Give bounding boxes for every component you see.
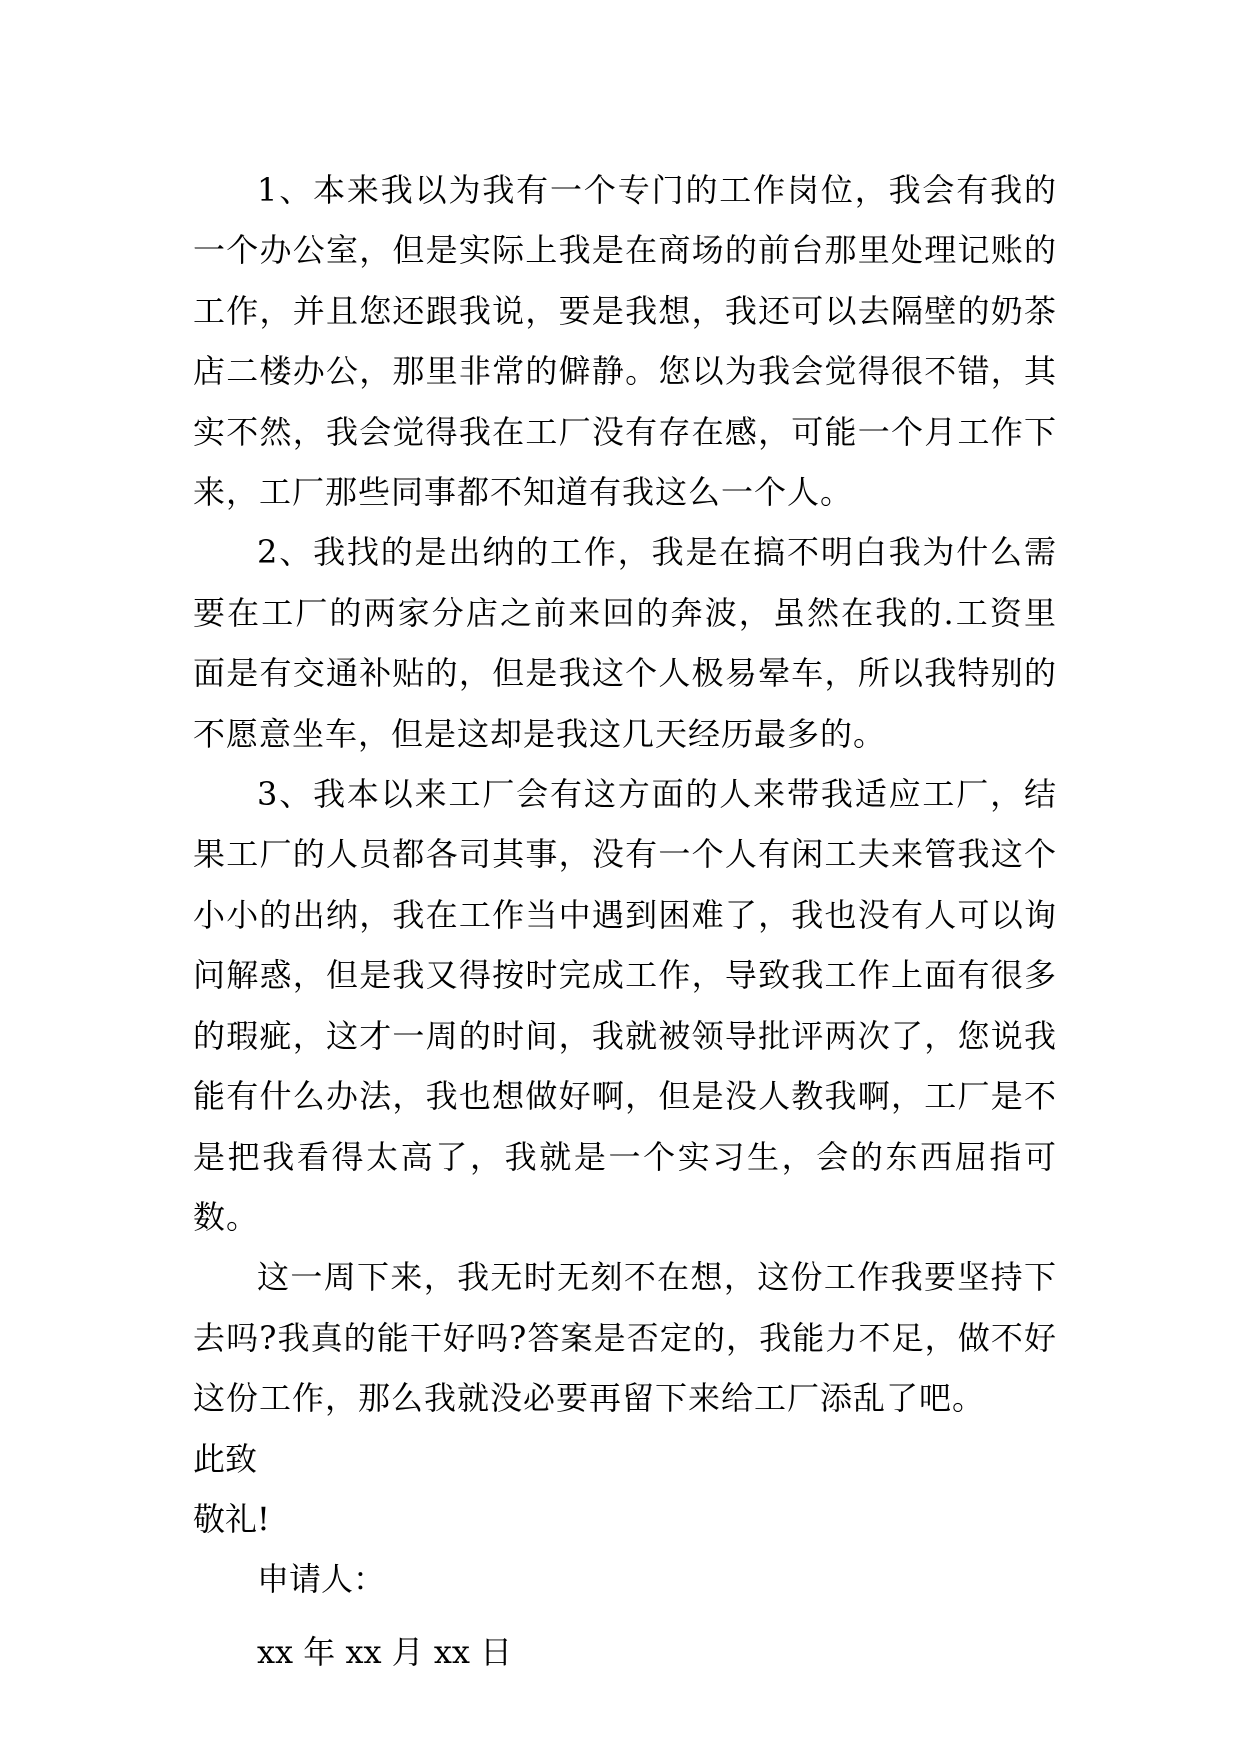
- body-paragraph-3: 3、我本以来工厂会有这方面的人来带我适应工厂，结果工厂的人员都各司其事，没有一个人有闲工夫来管我这个小小的出纳，我在工作当中遇到困难了，我也没有人可以询问解惑，但是我又得按时完成工作，导致我工作上面有很多的瑕疵，这才一周的时间，我就被领导批评两次了，您说我能有什么办法，我也想做好啊，但是没人教我啊，工厂是不是把我看得太高了，我就是一个实习生，会的东西屈指可数。: [193, 775, 1057, 1236]
- closing-regards: 敬礼!: [193, 1499, 270, 1538]
- body-paragraph-2: 2、我找的是出纳的工作，我是在搞不明白我为什么需要在工厂的两家分店之前来回的奔波，虽然在我的.工资里面是有交通补贴的，但是我这个人极易晕车，所以我特别的不愿意坐车，但是这却是我这几天经历最多的。: [193, 533, 1057, 753]
- closing-salutation: 此致: [193, 1439, 258, 1478]
- document-page: [193, 160, 1057, 1682]
- body-paragraph-4: 这一周下来，我无时无刻不在想，这份工作我要坚持下去吗?我真的能干好吗?答案是否定的，我能力不足，做不好这份工作，那么我就没必要再留下来给工厂添乱了吧。: [193, 1258, 1057, 1418]
- signature-date: xx 年 xx 月 xx 日: [257, 1632, 513, 1671]
- body-paragraph-1: 1、本来我以为我有一个专门的工作岗位，我会有我的一个办公室，但是实际上我是在商场的前台那里处理记账的工作，并且您还跟我说，要是我想，我还可以去隔壁的奶茶店二楼办公，那里非常的僻静。您以为我会觉得很不错，其实不然，我会觉得我在工厂没有存在感，可能一个月工作下来，工厂那些同事都不知道有我这么一个人。: [193, 171, 1057, 512]
- applicant-label: 申请人：: [257, 1560, 386, 1599]
